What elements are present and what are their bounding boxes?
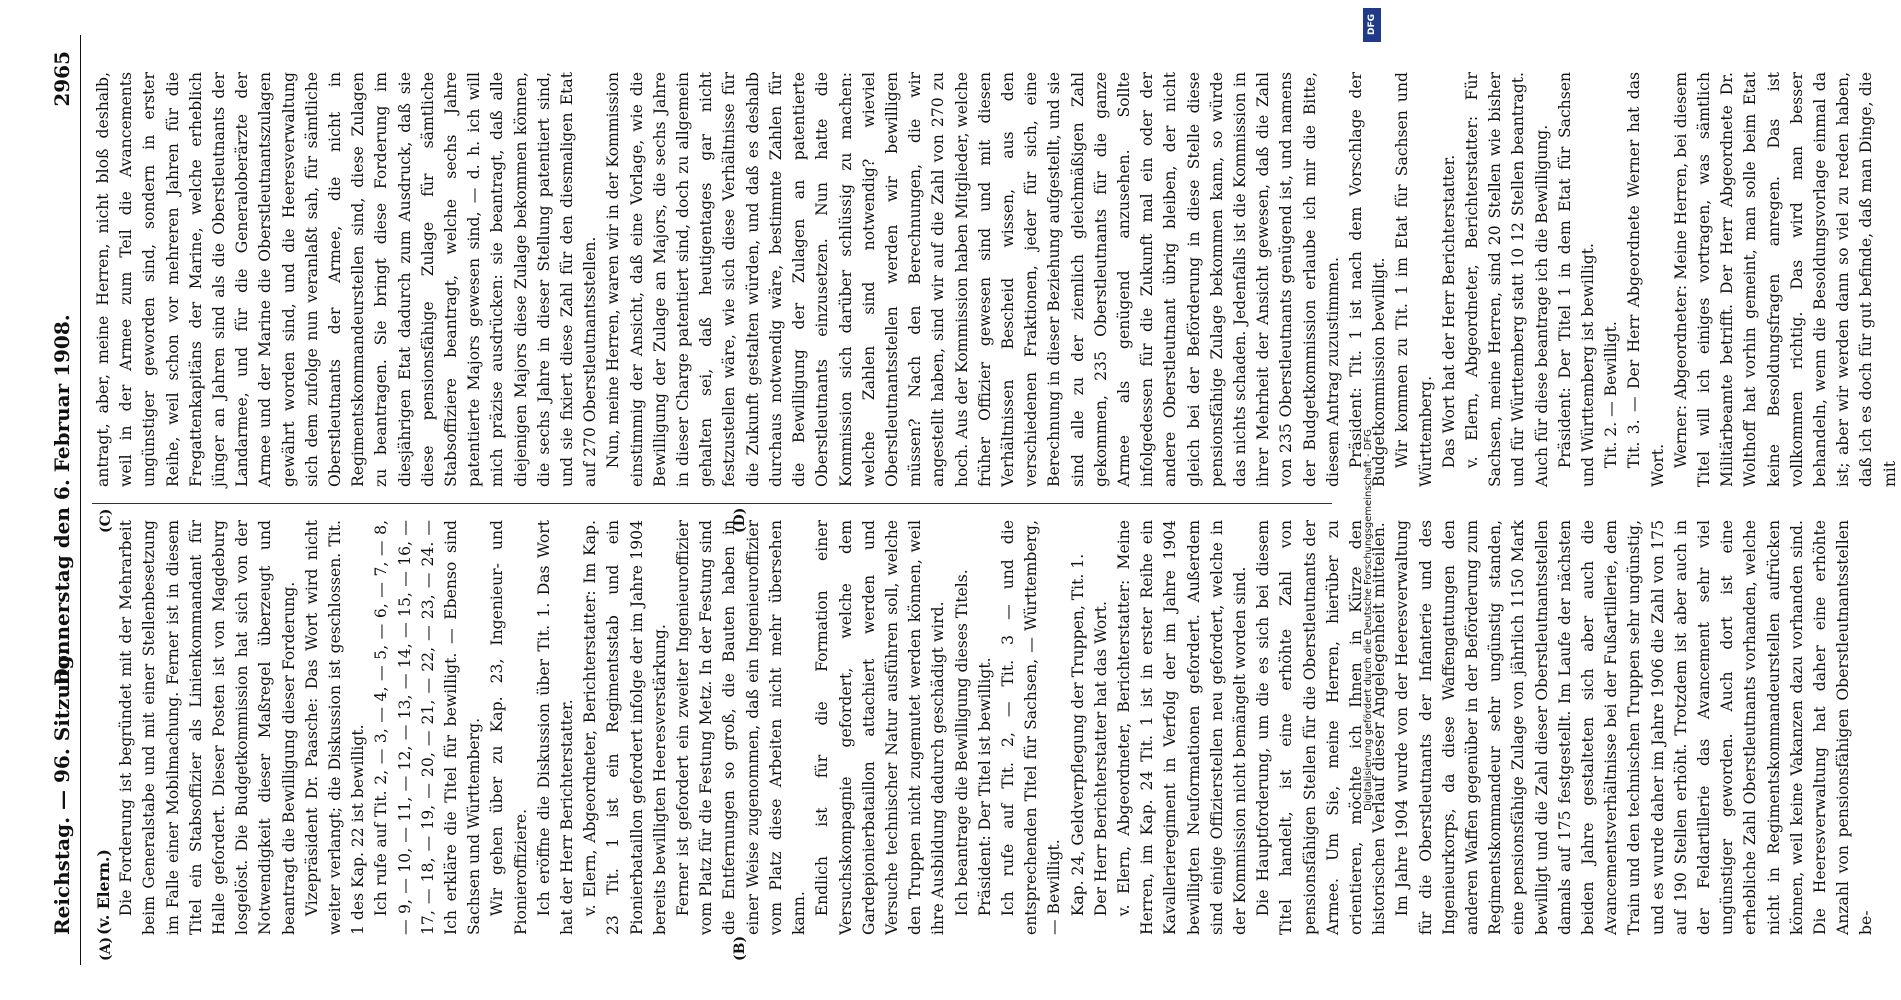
paragraph: v. Elern, Abgeordneter, Berichterstatter: Für Sachsen, meine Herren, sind 20 Stellen wie bisher und für Württemberg statt 10 12 Stellen beantragt. Auch für diese beantrage ich die Bewilligung.	[1462, 72, 1551, 487]
paragraph: Im Jahre 1904 wurde von der Heeresverwaltung für die Oberstleutnants der Infanterie und des Ingenieurkorps, da diese Waffengattungen den anderen Waffen gegenüber in der Beförderung zum Regimentskommandeur sehr ungünstig standen, eine pensionsfähige Zulage von jährlich 1150 Mark bewilligt und die Zahl dieser Oberstleutnantsstellen damals auf 175 festgestellt. Im Laufe der nächsten beiden Jahre gestalteten sich aber auch die Avancementsverhältnisse bei der Fußartillerie, dem Train und den technischen Truppen sehr ungünstig, und es wurde daher im Jahre 1906 die Zahl von 175 auf 190 Stellen erhöht. Trotzdem ist aber auch in der Feldartillerie das Avancement sehr viel ungünstiger geworden. Auch dort ist eine erhebliche Zahl Oberstleutnants vorhanden, welche nicht in Regimentskommandeurstellen aufrücken können, weil keine Vakanzen dazu vorhanden sind. Die Heeresverwaltung hat daher eine erhöhte Anzahl von pensionsfähigen Oberstleutnantsstellen be-	[1392, 520, 1875, 935]
page-header	[50, 35, 81, 965]
paragraph: antragt, aber, meine Herren, nicht bloß deshalb, weil in der Armee zum Teil die Avancements ungünstiger geworden sind, sondern in erster Reihe, weil schon vor mehreren Jahren für die Fregattenkapitäns der Marine, welche erheblich jünger an Jahren sind als die Oberstleutnants der Landarmee, und für die Generaloberärzte der Armee und der Marine die Oberstleutnantszulagen gewährt worden sind, und die Heeresverwaltung sich dem zufolge nun veranlaßt sah, für sämtliche Oberstleutnants der Armee, die nicht in Regimentskommandeurstellen sind, diese Zulagen zu beantragen. Sie bringt diese Forderung im diesjährigen Etat dadurch zum Ausdruck, daß sie diese pensionsfähige Zulage für sämtliche Stabsoffiziere beantragt, welche sechs Jahre patentierte Majors gewesen sind, — d. h. ich will mich präzise ausdrücken: sie beantragt, daß alle diejenigen Majors diese Zulage bekommen können, die sechs Jahre in dieser Stellung patentiert sind, und sie fixiert diese Zahl für den diesmaligen Etat auf 270 Oberstleutnantsstellen.	[93, 72, 599, 487]
paragraph: Wir kommen zu Tit. 1 im Etat für Sachsen und Württemberg.	[1392, 72, 1435, 487]
paragraph: Präsident: Der Titel 1 in dem Etat für Sachsen und Württemberg ist bewilligt.	[1555, 72, 1597, 487]
margin-mark-a: (A)	[97, 936, 114, 961]
paragraph: Kap. 24, Geldverpflegung der Truppen, Tit. 1.	[1068, 553, 1087, 917]
paragraph: Die Hauptforderung, um die es sich bei diesem Titel handelt, ist eine erhöhte Zahl von pensionsfähigen Stellen für die Oberstleutnants der Armee. Um Sie, meine Herren, hierüber zu orientieren, möchte ich Ihnen in Kürze den historischen Verlauf dieser Angelegenheit mitteilen.	[1253, 520, 1388, 935]
paragraph: Ich beantrage die Bewilligung dieses Titels.	[952, 569, 971, 917]
header-date: Donnerstag den 6. Februar 1908.	[49, 314, 74, 686]
paragraph: Endlich ist für die Formation einer Versuchskompagnie gefordert, welche dem Gardepionierbataillon attachiert werden und Versuche technischer Natur ausführen soll, welche den Truppen nicht zugemutet werden können, weil ihre Ausbildung dadurch geschädigt wird.	[812, 520, 947, 935]
paragraph: Die Forderung ist begründet mit der Mehrarbeit beim Generalstabe und mit einer Stellenbesetzung im Falle einer Mobilmachung. Ferner ist in diesem Titel ein Stabsoffizier als Linienkommandant für Halle gefordert. Dieser Posten ist von Magdeburg losgelöst. Die Budgetkommission hat sich von der Notwendigkeit dieser Maßregel überzeugt und beantragt die Bewilligung dieser Forderung.	[116, 520, 298, 935]
column-divider	[92, 503, 1332, 504]
paragraph: Wir gehen über zu Kap. 23, Ingenieur- und Pionieroffiziere.	[487, 520, 530, 935]
paragraph: Das Wort hat der Herr Berichterstatter.	[1439, 154, 1458, 469]
margin-mark-b: (B)	[731, 935, 748, 961]
paragraph: Tit. 2. — Bewilligt.	[1601, 321, 1620, 469]
paragraph: v. Elern, Abgeordneter, Berichterstatter: Im Kap. 23 Tit. 1 ist ein Regimentsstab und ein Pionierbataillon gefordert infolge der im Jahre 1904 bereits bewilligten Heeresverstärkung.	[580, 520, 669, 935]
margin-mark-d: (D)	[731, 507, 748, 533]
paragraph: Ich rufe auf Tit. 2, — Tit. 3 — und die entsprechenden Titel für Sachsen, — Württemberg, — Bewilligt.	[998, 520, 1063, 935]
speaker-note: (v. Elern.)	[93, 849, 113, 935]
paragraph: Nun, meine Herren, waren wir in der Kommission einstimmig der Ansicht, daß eine Vorlage, wie die Bewilligung der Zulage an Majors, die sechs Jahre in dieser Charge patentiert sind, doch zu allgemein gehalten sei, daß heutigentages gar nicht festzustellen wäre, wie sich diese Verhältnisse für die Zukunft gestalten würden, und daß es deshalb durchaus notwendig wäre, bestimmte Zahlen für die Bewilligung der Zulagen an patentierte Oberstleutnants einzusetzen. Nun hatte die Kommission sich darüber schlüssig zu machen: welche Zahlen sind notwendig? wieviel Oberstleutnantsstellen werden wir bewilligen müssen? Nach den Berechnungen, die wir angestellt haben, sind wir auf die Zahl von 270 zu hoch. Aus der Kommission haben Mitglieder, welche früher Offizier gewesen sind und mit diesen Verhältnissen Bescheid wissen, aus den verschiedenen Fraktionen, jeder für sich, eine Berechnung in dieser Beziehung aufgestellt, und sie sind alle zu der ziemlich gleichmäßigen Zahl gekommen, 235 Oberstleutnants für die ganze Armee als genügend anzusehen. Sollte infolgedessen für die Zukunft mal ein oder der andere Oberstleutnant übrig bleiben, der nicht gleich bei der Beförderung in diese Stelle diese pensionsfähige Zulage bekommen kann, so würde das nichts schaden. Jedenfalls ist die Kommission in ihrer Mehrheit der Ansicht gewesen, daß die Zahl von 235 Oberstleutnants genügend ist, und namens der Budgetkommission erlaube ich mir die Bitte, diesem Antrag zuzustimmen.	[603, 72, 1342, 487]
paragraph: Ferner ist gefordert ein zweiter Ingenieuroffizier vom Platz für die Festung Metz. In der Festung sind die Entfernungen so groß, die Bauten haben in einer Weise zugenommen, daß ein Ingenieuroffizier vom Platz diese Arbeiten nicht mehr übersehen kann.	[673, 520, 808, 935]
paragraph: Tit. 3. — Der Herr Abgeordnete Werner hat das Wort.	[1624, 72, 1667, 487]
dfg-logo: DFG	[1363, 8, 1381, 42]
page-number: 2965	[49, 51, 74, 107]
paragraph: Der Herr Berichterstatter hat das Wort.	[1091, 601, 1110, 917]
paragraph: Ich rufe auf Tit. 2, — 3, — 4, — 5, — 6, — 7, — 8, — 9, — 10, — 11, — 12, — 13, — 14, — 15, — 16, — 17, — 18, — 19, — 20, — 21, — 22, — 23, — 24. — Ich erkläre die Titel für bewilligt. — Ebenso sind Sachsen und Württemberg.	[371, 520, 483, 935]
paragraph: Ich eröffne die Diskussion über Tit. 1. Das Wort hat der Herr Berichterstatter.	[534, 520, 576, 935]
header-session: Reichstag. — 96. Sitzung.	[49, 648, 74, 935]
paragraph: Vizepräsident Dr. Paasche: Das Wort wird nicht weiter verlangt; die Diskussion ist geschlossen. Tit. 1 des Kap. 22 ist bewilligt.	[302, 520, 367, 935]
right-text-column	[92, 72, 1899, 487]
digitization-credit: Digitalisierung gefördert durch die Deutsche Forschungsgemeinschaft - DFG	[1363, 429, 1374, 812]
margin-mark-c: (C)	[97, 508, 114, 533]
paragraph: Präsident: Tit. 1 ist nach dem Vorschlage der Budgetkommission bewilligt.	[1346, 72, 1388, 487]
paragraph: Werner: Abgeordneter: Meine Herren, bei diesem Titel will ich einiges vortragen, was sämtlich Militärbeamte betrifft. Der Herr Abgeordnete Dr. Wolthoff hat vorhin gemeint, man solle beim Etat keine Besoldungsfragen anregen. Das ist vollkommen richtig. Das wird man besser behandeln, wenn die Besoldungsvorlage einmal da ist; aber wir werden dann so viel zu reden haben, daß ich es doch für gut befinde, daß man Dinge, die mit	[1671, 72, 1899, 487]
paragraph: Präsident: Der Titel ist bewilligt.	[975, 657, 994, 917]
paragraph: v. Elern, Abgeordneter, Berichterstatter: Meine Herren, im Kap. 24 Tit. 1 ist in erster Reihe ein Kavallerieregiment in Verfolg der im Jahre 1904 bewilligten Neuformationen gefordert. Außerdem sind einige Offizierstellen neu gefordert, welche in der Kommission nicht bemängelt worden sind.	[1114, 520, 1249, 935]
